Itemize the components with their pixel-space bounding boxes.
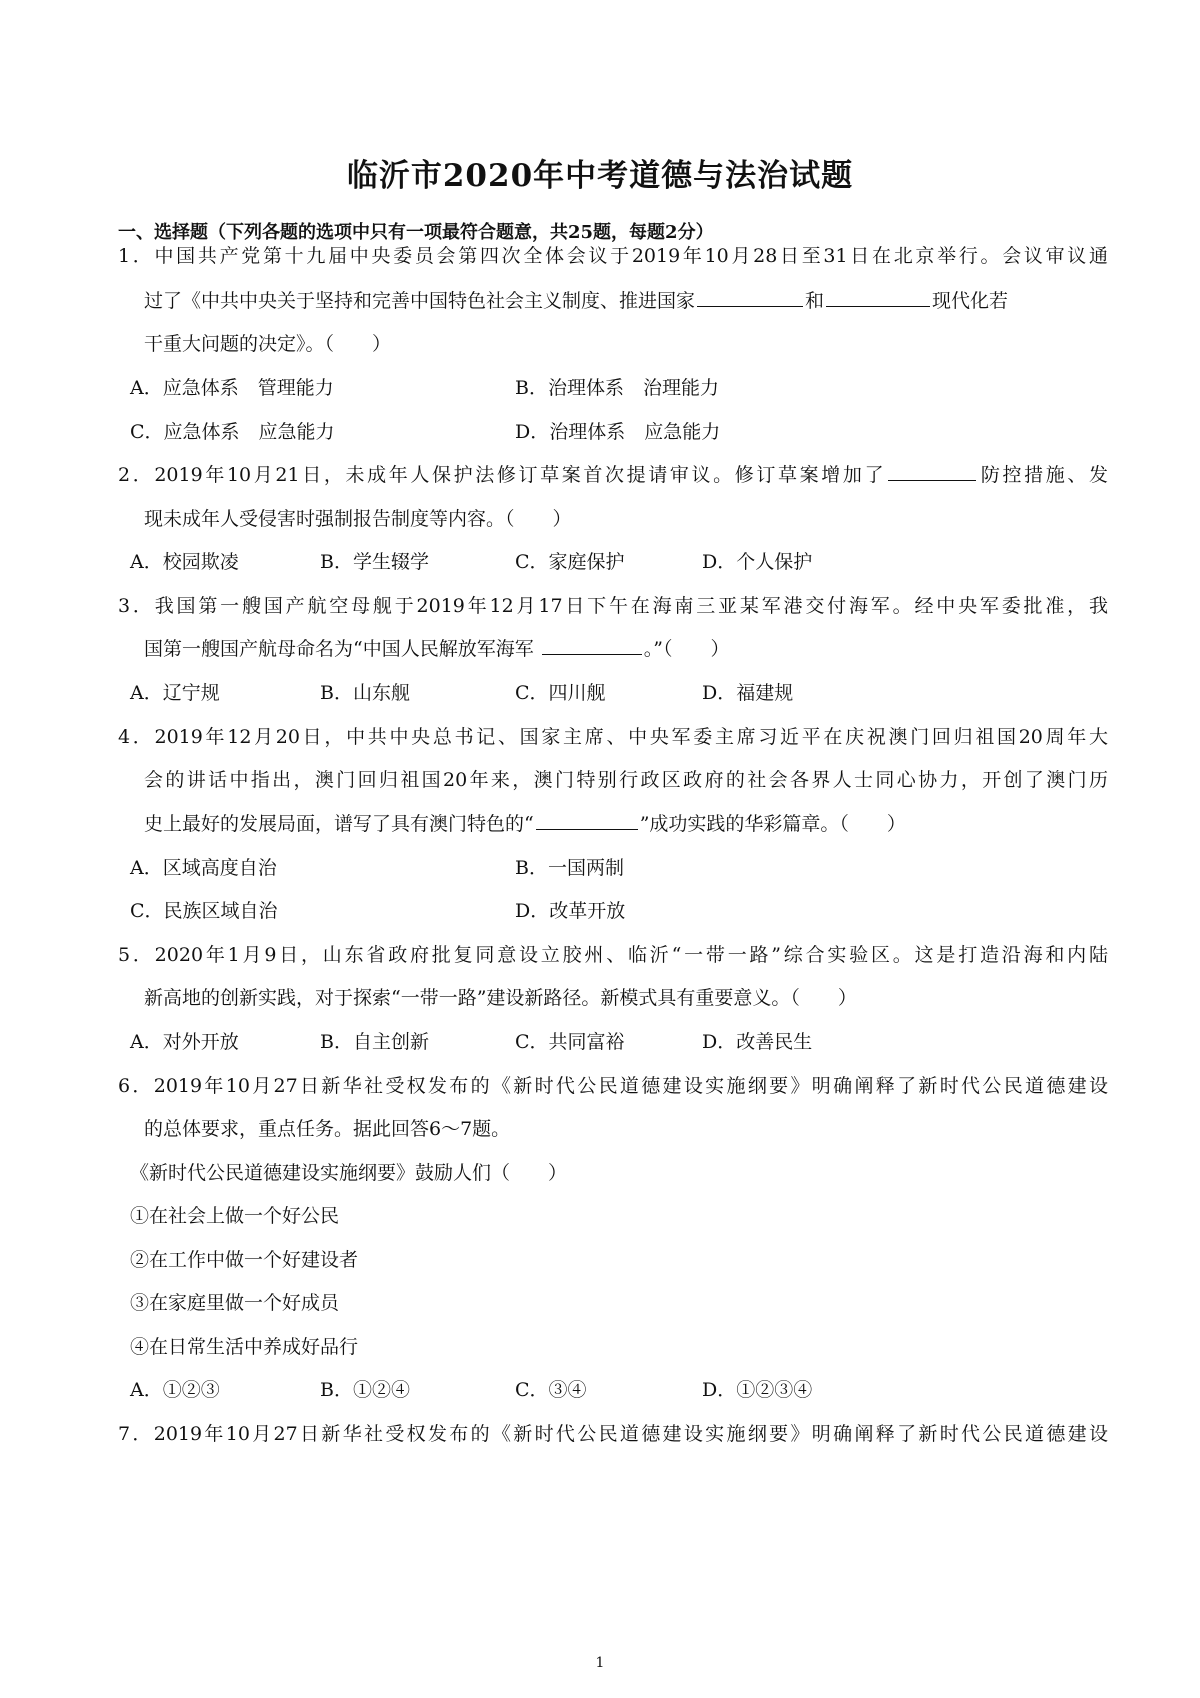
q5-option-c: C．共同富裕 xyxy=(515,1031,625,1053)
q3-line2-text-b: 。”（ ） xyxy=(643,638,730,660)
q1-line2-text-b: 和 xyxy=(805,290,825,312)
q2-blank xyxy=(888,462,976,481)
q1-blank-1 xyxy=(697,288,803,307)
q2-option-b: B．学生辍学 xyxy=(320,551,429,573)
q4-line3-text-a: 史上最好的发展局面，谱写了具有澳门特色的“ xyxy=(144,813,534,835)
q6-line2: 的总体要求，重点任务。据此回答6～7题。 xyxy=(144,1118,511,1140)
q4-option-c: C．民族区域自治 xyxy=(130,900,278,922)
q5-option-a: A．对外开放 xyxy=(130,1031,239,1053)
q4-option-d: D．改革开放 xyxy=(515,900,626,922)
q3-line2-text-a: 国第一艘国产航母命名为“中国人民解放军海军 xyxy=(144,638,540,660)
q1-line2 xyxy=(144,287,1008,315)
q1-option-a: A．应急体系 管理能力 xyxy=(130,377,334,399)
q2-line1 xyxy=(118,461,1108,489)
q1-line1: 1．中国共产党第十九届中央委员会第四次全体会议于2019年10月28日至31日在北京举行。会议审议通 xyxy=(118,245,1108,267)
q1-line2-text-a: 过了《中共中央关于坚持和完善中国特色社会主义制度、推进国家 xyxy=(144,290,696,312)
q2-line1-text-a: 2．2019年10月21日，未成年人保护法修订草案首次提请审议。修订草案增加了 xyxy=(118,464,887,486)
q4-option-b: B．一国两制 xyxy=(515,857,624,879)
q6-item-1: ①在社会上做一个好公民 xyxy=(130,1205,340,1227)
q2-option-d: D．个人保护 xyxy=(702,551,813,573)
q6-item-3: ③在家庭里做一个好成员 xyxy=(130,1292,340,1314)
q3-option-a: A．辽宁规 xyxy=(130,682,220,704)
q1-option-d: D．治理体系 应急能力 xyxy=(515,421,721,443)
q1-blank-2 xyxy=(826,288,930,307)
q2-line2: 现未成年人受侵害时强制报告制度等内容。（ ） xyxy=(144,508,572,530)
q6-option-a: A．①②③ xyxy=(130,1379,220,1401)
q3-option-d: D．福建规 xyxy=(702,682,794,704)
q3-line2 xyxy=(144,635,729,663)
q6-line3: 《新时代公民道德建设实施纲要》鼓励人们（ ） xyxy=(130,1162,568,1184)
q1-line2-text-c: 现代化若 xyxy=(932,290,1009,312)
q5-option-b: B．自主创新 xyxy=(320,1031,429,1053)
q3-option-c: C．四川舰 xyxy=(515,682,606,704)
q4-line1: 4．2019年12月20日，中共中央总书记、国家主席、中央军委主席习近平在庆祝澳门回归祖国20周年大 xyxy=(118,726,1108,748)
q4-line3 xyxy=(144,810,906,838)
q6-option-d: D．①②③④ xyxy=(702,1379,813,1401)
q4-line2: 会的讲话中指出，澳门回归祖国20年来，澳门特别行政区政府的社会各界人士同心协力，开创了澳门历 xyxy=(144,769,1108,791)
q5-line1: 5．2020年1月9日，山东省政府批复同意设立胶州、临沂“一带一路”综合实验区。这是打造沿海和内陆 xyxy=(118,944,1108,966)
q2-option-a: A．校园欺凌 xyxy=(130,551,239,573)
page-title: 临沂市2020年中考道德与法治试题 xyxy=(346,158,854,194)
section-header: 一、选择题（下列各题的选项中只有一项最符合题意，共25题，每题2分） xyxy=(118,222,714,243)
q3-option-b: B．山东舰 xyxy=(320,682,410,704)
q6-item-2: ②在工作中做一个好建设者 xyxy=(130,1249,359,1271)
q5-option-d: D．改善民生 xyxy=(702,1031,813,1053)
q2-line1-text-b: 防控措施、发 xyxy=(978,464,1108,486)
q1-line3: 干重大问题的决定》。（ ） xyxy=(144,333,392,355)
q1-option-c: C．应急体系 应急能力 xyxy=(130,421,335,443)
q7-line1: 7．2019年10月27日新华社受权发布的《新时代公民道德建设实施纲要》明确阐释了新时代公民道德建设 xyxy=(118,1423,1108,1445)
q4-option-a: A．区域高度自治 xyxy=(130,857,277,879)
q2-option-c: C．家庭保护 xyxy=(515,551,625,573)
page-number: 1 xyxy=(595,1655,605,1671)
q3-line1: 3．我国第一艘国产航空母舰于2019年12月17日下午在海南三亚某军港交付海军。经中央军委批准，我 xyxy=(118,595,1108,617)
q6-line1: 6．2019年10月27日新华社受权发布的《新时代公民道德建设实施纲要》明确阐释了新时代公民道德建设 xyxy=(118,1075,1108,1097)
q5-line2: 新高地的创新实践，对于探索“一带一路”建设新路径。新模式具有重要意义。（ ） xyxy=(144,987,857,1009)
q6-option-b: B．①②④ xyxy=(320,1379,410,1401)
q1-option-b: B．治理体系 治理能力 xyxy=(515,377,719,399)
q6-option-c: C．③④ xyxy=(515,1379,587,1401)
q3-blank xyxy=(542,636,642,655)
q6-item-4: ④在日常生活中养成好品行 xyxy=(130,1336,359,1358)
q4-blank xyxy=(536,811,638,830)
q4-line3-text-b: ”成功实践的华彩篇章。（ ） xyxy=(639,813,906,835)
